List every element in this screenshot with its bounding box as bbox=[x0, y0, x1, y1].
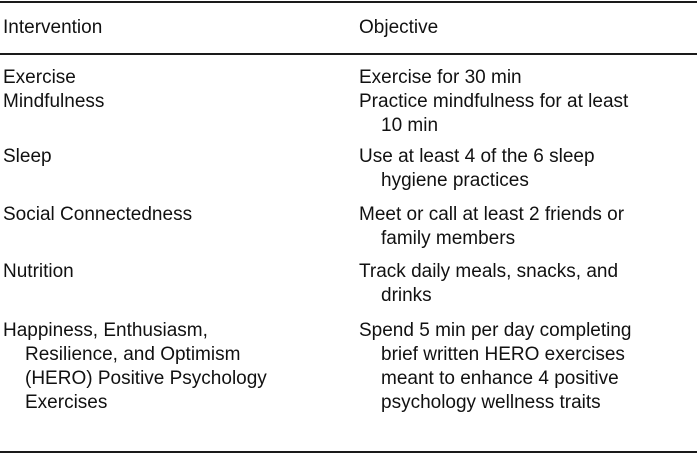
header-intervention: Intervention bbox=[3, 17, 103, 38]
cell-line: Spend 5 min per day completing bbox=[359, 320, 632, 341]
intervention-cell bbox=[3, 260, 343, 284]
header-objective: Objective bbox=[359, 17, 439, 38]
cell-line: Exercises bbox=[25, 392, 108, 413]
intervention-cell bbox=[3, 203, 343, 227]
cell-line: psychology wellness traits bbox=[381, 392, 601, 413]
objective-cell bbox=[359, 66, 691, 90]
cell-line: Use at least 4 of the 6 sleep bbox=[359, 146, 595, 167]
objective-cell bbox=[359, 260, 691, 308]
cell-line: Track daily meals, snacks, and bbox=[359, 261, 619, 282]
cell-line: Social Connectedness bbox=[3, 204, 193, 225]
objective-cell bbox=[359, 319, 691, 415]
intervention-cell bbox=[3, 319, 343, 415]
intervention-cell bbox=[3, 145, 343, 169]
intervention-cell bbox=[3, 66, 343, 90]
table-header-rule bbox=[0, 53, 697, 55]
cell-line: 10 min bbox=[381, 115, 439, 136]
cell-line: meant to enhance 4 positive bbox=[381, 368, 619, 389]
cell-line: Mindfulness bbox=[3, 91, 105, 112]
cell-line: Resilience, and Optimism bbox=[25, 344, 241, 365]
cell-line: Nutrition bbox=[3, 261, 74, 282]
cell-line: Exercise for 30 min bbox=[359, 67, 522, 88]
cell-line: hygiene practices bbox=[381, 170, 529, 191]
objective-cell bbox=[359, 203, 691, 251]
table-bottom-rule bbox=[0, 451, 697, 453]
table-top-rule bbox=[0, 1, 697, 3]
cell-line: Sleep bbox=[3, 146, 52, 167]
cell-line: brief written HERO exercises bbox=[381, 344, 625, 365]
cell-line: drinks bbox=[381, 285, 432, 306]
cell-line: Practice mindfulness for at least bbox=[359, 91, 629, 112]
cell-line: (HERO) Positive Psychology bbox=[25, 368, 267, 389]
intervention-cell bbox=[3, 90, 343, 114]
cell-line: family members bbox=[381, 228, 516, 249]
cell-line: Meet or call at least 2 friends or bbox=[359, 204, 625, 225]
cell-line: Exercise bbox=[3, 67, 76, 88]
objective-cell bbox=[359, 90, 691, 138]
cell-line: Happiness, Enthusiasm, bbox=[3, 320, 208, 341]
objective-cell bbox=[359, 145, 691, 193]
